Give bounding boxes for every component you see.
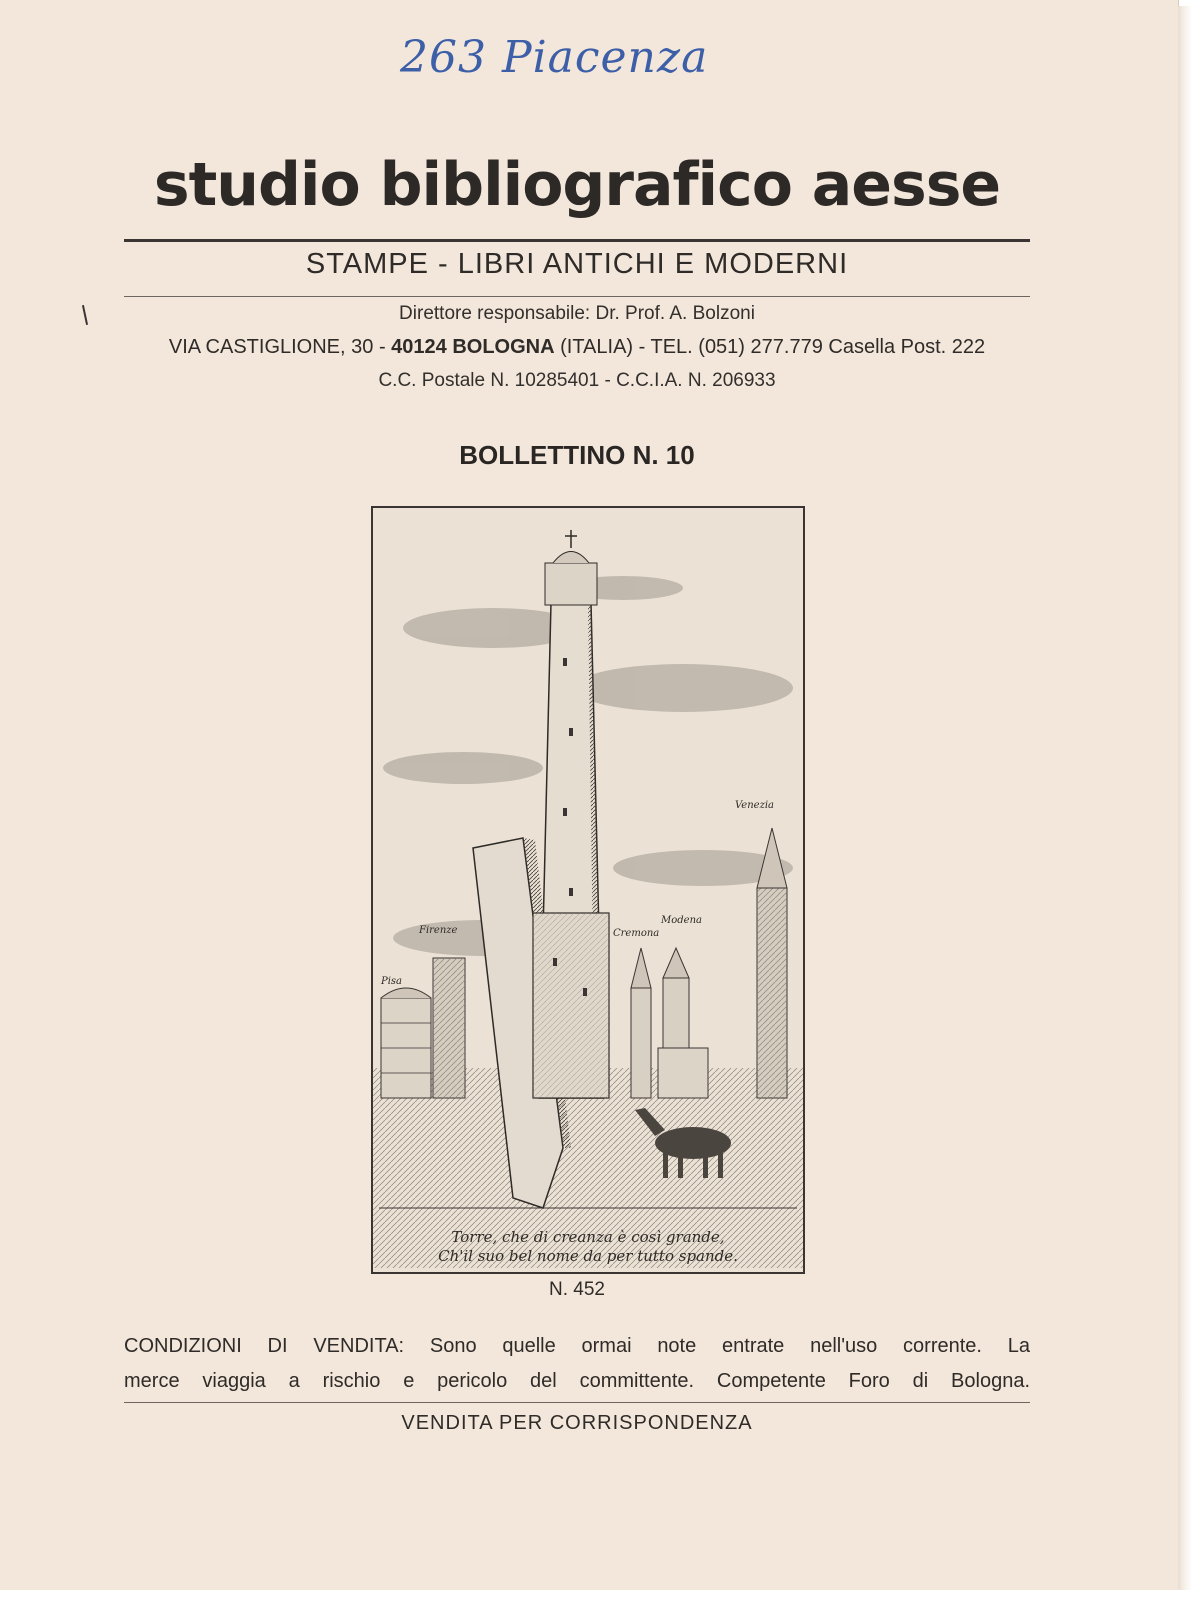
- address-line: [124, 336, 1030, 359]
- label-firenze: Firenze: [419, 925, 458, 936]
- modena-tower: [658, 948, 708, 1098]
- caption-line-2: Ch'il suo bel nome da per tutto spande.: [438, 1247, 738, 1265]
- footer-text: VENDITA PER CORRISPONDENZA: [401, 1412, 753, 1434]
- address-city: 40124 BOLOGNA: [391, 336, 555, 358]
- masthead-subtitle: STAMPE - LIBRI ANTICHI E MODERNI: [305, 248, 849, 280]
- pisa-tower: [381, 988, 431, 1098]
- engraving-image: [371, 506, 805, 1274]
- subtitle-rule: [124, 296, 1030, 297]
- address-contact: (ITALIA) - TEL. (051) 277.779 Casella Post. 222: [554, 336, 986, 358]
- cremona-tower: [631, 948, 651, 1098]
- caption-line-1: Torre, che di creanza è così grande,: [451, 1228, 725, 1246]
- venezia-campanile: [757, 828, 787, 1098]
- plate-number: N. 452: [549, 1279, 605, 1300]
- two-towers-engraving: [373, 508, 803, 1272]
- masthead-title: studio bibliografico aesse: [153, 150, 1001, 220]
- label-modena: Modena: [661, 915, 702, 926]
- postal-line: C.C. Postale N. 10285401 - C.C.I.A. N. 206933: [378, 370, 776, 391]
- handwritten-note: 263 Piacenza: [400, 32, 709, 83]
- masthead-rule: [124, 239, 1030, 242]
- director-line: Direttore responsabile: Dr. Prof. A. Bolzoni: [399, 303, 755, 324]
- address-street: VIA CASTIGLIONE, 30 -: [168, 336, 392, 358]
- stacked-page-edge: [1178, 6, 1192, 1590]
- sale-conditions: [124, 1329, 1030, 1399]
- label-cremona: Cremona: [613, 928, 660, 939]
- bulletin-number: BOLLETTINO N. 10: [459, 440, 695, 470]
- margin-pen-mark: [82, 305, 88, 325]
- firenze-tower: [433, 958, 465, 1098]
- conditions-line-2: merce viaggia a rischio e pericolo del committente. Competente Foro di Bologna.: [124, 1370, 1030, 1392]
- conditions-line-1: CONDIZIONI DI VENDITA: Sono quelle ormai note entrate nell'uso corrente. La: [124, 1335, 1030, 1357]
- label-venezia: Venezia: [735, 800, 775, 811]
- label-pisa: Pisa: [381, 976, 403, 987]
- engraving-caption: [373, 1228, 803, 1266]
- footer-rule: [124, 1402, 1030, 1403]
